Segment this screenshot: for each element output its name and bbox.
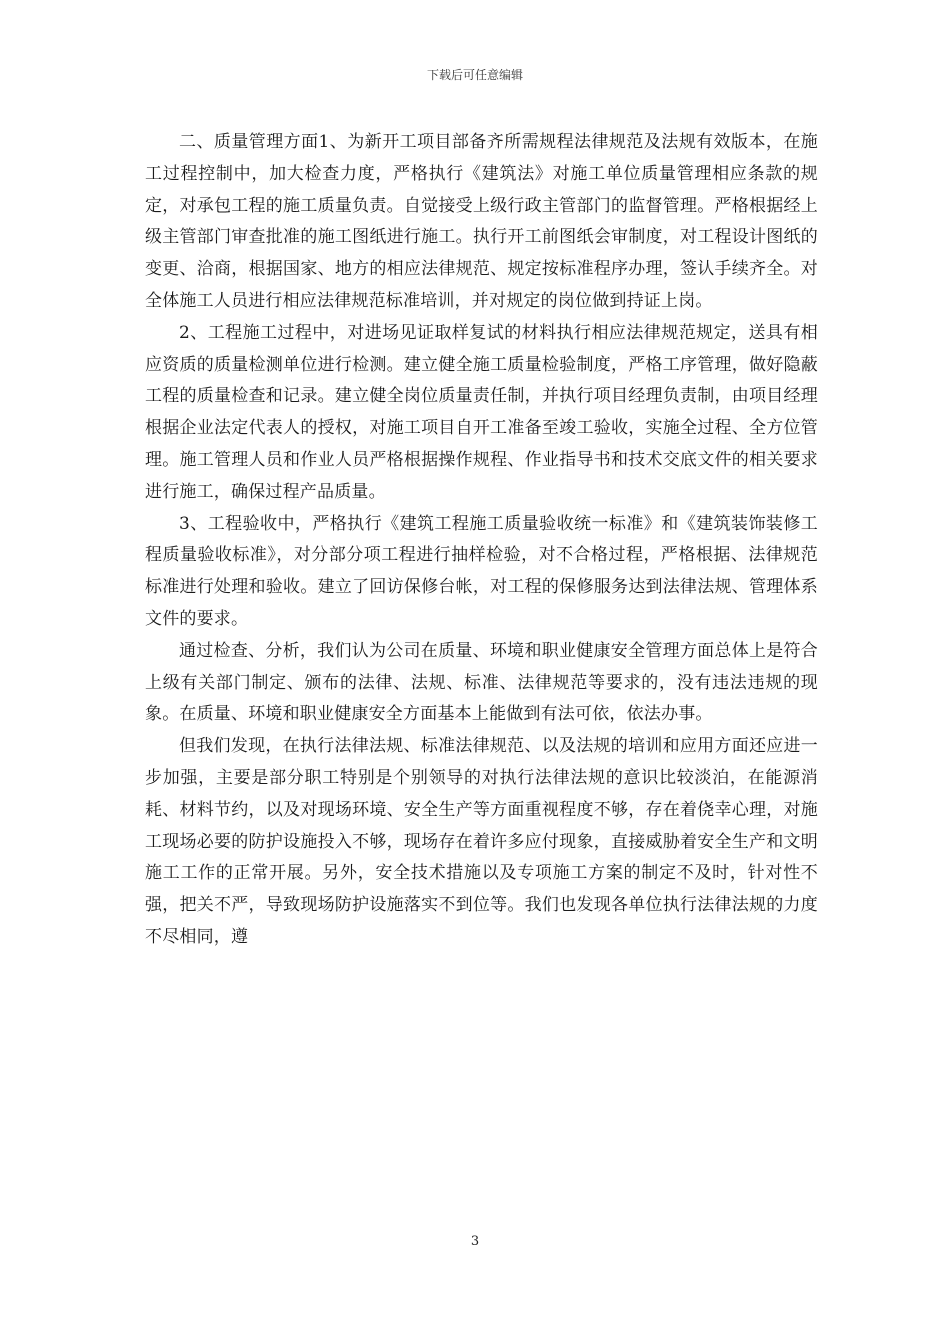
paragraph-findings: 但我们发现，在执行法律法规、标准法律规范、以及法规的培训和应用方面还应进一步加强，主要是部分职工特别是个别领导的对执行法律法规的意识比较淡泊，在能源消耗、材料节约，以及对现场环境、安全生产等方面重视程度不够，存在着侥幸心理，对施工现场必要的防护设施投入不够，现场存在着许多应付现象，直接威胁着安全生产和文明施工工作的正常开展。另外，安全技术措施以及专项施工方案的制定不及时，针对性不强，把关不严，导致现场防护设施落实不到位等。我们也发现各单位执行法律法规的力度不尽相同，遵 bbox=[145, 736, 818, 947]
paragraph-quality-management: 二、质量管理方面1、为新开工项目部备齐所需规程法律规范及法规有效版本，在施工过程控制中，加大检查力度，严格执行《建筑法》对施工单位质量管理相应条款的规定，对承包工程的施工质量负责。自觉接受上级行政主管部门的监督管理。严格根据经上级主管部门审查批准的施工图纸进行施工。执行开工前图纸会审制度，对工程设计图纸的变更、洽商，根据国家、地方的相应法律规范、规定按标准程序办理，签认手续齐全。对全体施工人员进行相应法律规范标准培训，并对规定的岗位做到持证上岗。 bbox=[145, 132, 818, 311]
document-body bbox=[145, 127, 818, 954]
page-number: 3 bbox=[470, 1234, 480, 1249]
paragraph-construction-process: 2、工程施工过程中，对进场见证取样复试的材料执行相应法律规范规定，送具有相应资质的质量检测单位进行检测。建立健全施工质量检验制度，严格工序管理，做好隐蔽工程的质量检查和记录。建立健全岗位质量责任制，并执行项目经理负责制，由项目经理根据企业法定代表人的授权，对施工项目自开工准备至竣工验收，实施全过程、全方位管理。施工管理人员和作业人员严格根据操作规程、作业指导书和技术交底文件的相关要求进行施工，确保过程产品质量。 bbox=[145, 322, 818, 502]
page-header: 下载后可任意编辑 bbox=[426, 68, 523, 82]
paragraph-inspection-analysis: 通过检查、分析，我们认为公司在质量、环境和职业健康安全管理方面总体上是符合上级有关部门制定、颁布的法律、法规、标准、法律规范等要求的，没有违法违规的现象。在质量、环境和职业健康安全方面基本上能做到有法可依，依法办事。 bbox=[145, 640, 818, 725]
paragraph-acceptance: 3、工程验收中，严格执行《建筑工程施工质量验收统一标准》和《建筑装饰装修工程质量验收标准》，对分部分项工程进行抽样检验，对不合格过程，严格根据、法律规范标准进行处理和验收。建立了回访保修台帐，对工程的保修服务达到法律法规、管理体系文件的要求。 bbox=[145, 513, 818, 629]
